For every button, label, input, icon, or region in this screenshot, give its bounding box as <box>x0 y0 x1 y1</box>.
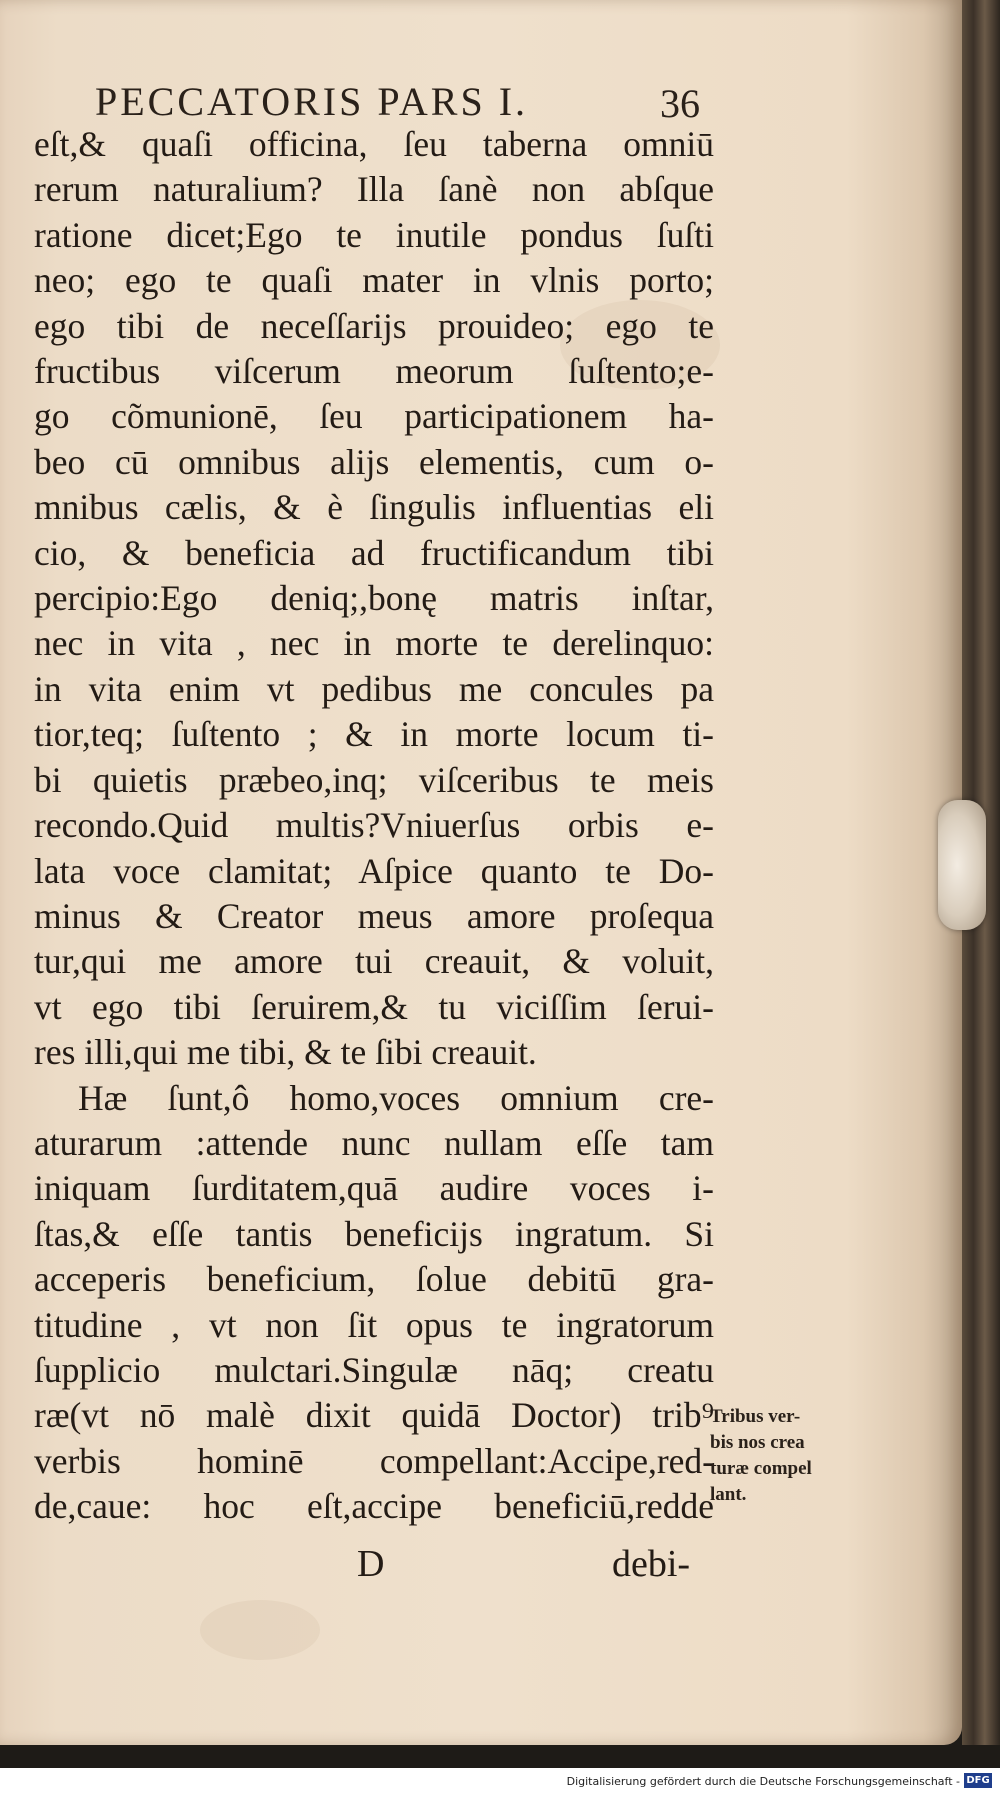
catchword: debi- <box>612 1543 691 1585</box>
marginal-note <box>710 1404 870 1508</box>
book-clasp <box>938 800 986 930</box>
text-line: ræ(vt nō malè dixit quidā Doctor) trib⁹ <box>34 1395 714 1436</box>
text-line: mnibus cælis, & è ſingulis influentias eli <box>34 487 714 528</box>
running-head: PECCATORIS PARS I. <box>95 79 529 124</box>
text-line: cio, & beneficia ad fructificandum tibi <box>34 532 714 573</box>
text-line: tior,teq; ſuſtento ; & in morte locum ti- <box>34 714 714 755</box>
signature-mark: D <box>357 1543 385 1585</box>
text-line: percipio:Ego deniq;,bonę matris inſtar, <box>34 578 714 619</box>
text-line: rerum naturalium? Illa ſanè non abſque <box>34 169 714 210</box>
text-line: recondo.Quid multis?Vniuerſus orbis e- <box>34 805 714 846</box>
text-line: iniquam ſurditatem,quā audire voces i- <box>34 1168 714 1209</box>
text-line: eſt,& quaſi officina, ſeu taberna omniū <box>34 124 714 164</box>
marginal-note-line: Tribus ver- <box>710 1406 801 1427</box>
text-line: ratione dicet;Ego te inutile pondus ſuſti <box>34 214 714 255</box>
text-line: vt ego tibi ſeruirem,& tu viciſſim ſerui- <box>34 986 714 1027</box>
paper-stain <box>200 1600 320 1660</box>
text-line: titudine , vt non ſit opus te ingratorum <box>34 1304 714 1345</box>
text-line: go cõmunionē, ſeu participationem ha- <box>34 396 714 437</box>
text-line-paragraph-start: Hæ ſunt,ô homo,voces omnium cre- <box>78 1077 714 1118</box>
text-line: bi quietis præbeo,inq; viſceribus te meis <box>34 759 714 800</box>
text-line: beo cū omnibus alijs elementis, cum o- <box>34 441 714 482</box>
funding-note: Digitalisierung gefördert durch die Deutsche Forschungsgemeinschaft - <box>566 1775 960 1788</box>
text-line: ego tibi de neceſſarijs prouideo; ego te <box>34 305 714 346</box>
text-line: ſupplicio mulctari.Singulæ nāq; creatu <box>34 1349 714 1390</box>
text-line: tur,qui me amore tui creauit, & voluit, <box>34 941 714 982</box>
text-line: de,caue: hoc eſt,accipe beneficiū,redde <box>34 1486 714 1527</box>
marginal-note-line: lant. <box>710 1484 747 1505</box>
text-line: res illi,qui me tibi, & te ſibi creauit. <box>34 1032 537 1073</box>
marginal-note-line: bis nos crea <box>710 1432 805 1453</box>
text-line: in vita enim vt pedibus me concules pa <box>34 668 714 709</box>
dfg-logo: DFG <box>964 1773 992 1788</box>
text-line: neo; ego te quaſi mater in vlnis porto; <box>34 260 714 301</box>
text-line: verbis hominē compellant:Accipe,red- <box>34 1440 714 1481</box>
text-line: ſtas,& eſſe tantis beneficijs ingratum. Si <box>34 1213 714 1254</box>
text-line: nec in vita , nec in morte te derelinquo: <box>34 623 714 664</box>
marginal-note-line: turæ compel <box>710 1458 812 1479</box>
text-line: fructibus viſcerum meorum ſuſtento;e- <box>34 351 714 392</box>
page-number: 36 <box>660 81 700 126</box>
text-line: minus & Creator meus amore proſequa <box>34 895 714 936</box>
body-text <box>34 122 714 1530</box>
text-line: aturarum :attende nunc nullam eſſe tam <box>34 1122 714 1163</box>
text-line: acceperis beneficium, ſolue debitū gra- <box>34 1259 714 1300</box>
text-line: lata voce clamitat; Aſpice quanto te Do- <box>34 850 714 891</box>
